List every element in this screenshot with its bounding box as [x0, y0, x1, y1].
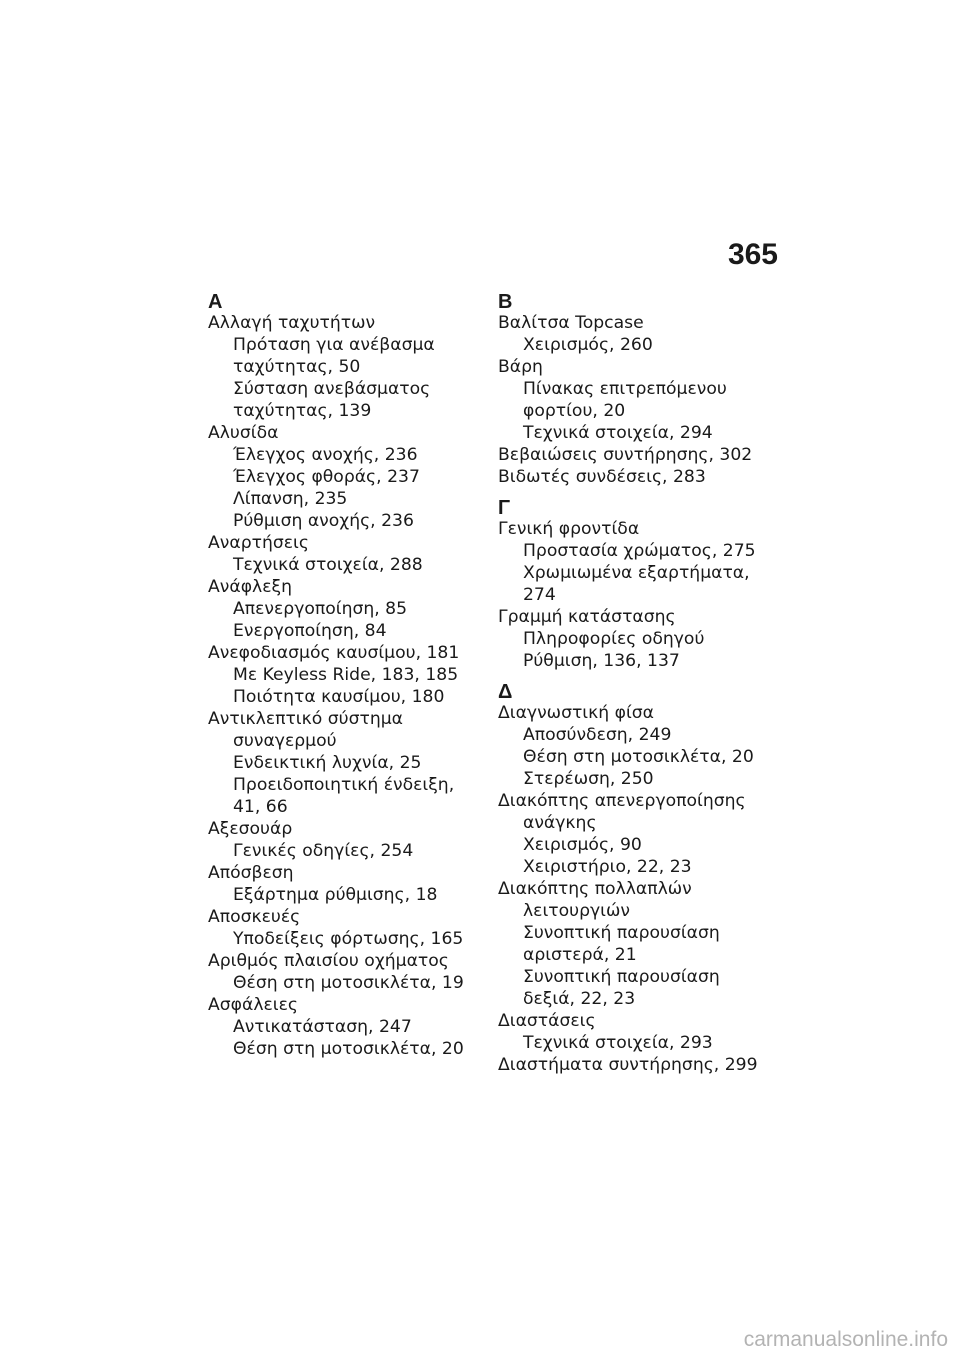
- index-subterm: Τεχνικά στοιχεία, 288: [233, 555, 423, 575]
- index-entry: [208, 576, 470, 642]
- index-subterm: ανάγκης: [523, 813, 597, 833]
- watermark: carmanualsonline.info: [743, 1328, 948, 1351]
- index-subterm: Με Keyless Ride, 183, 185: [233, 665, 459, 685]
- index-entry: [208, 994, 470, 1060]
- section-letter: Δ: [498, 681, 513, 703]
- index-entry: [498, 466, 768, 488]
- index-entry: [208, 906, 470, 950]
- index-entry: [208, 642, 470, 708]
- index-term: Αλλαγή ταχυτήτων: [208, 313, 376, 333]
- index-subterm: Συνοπτική παρουσίαση αριστερά, 21: [523, 923, 720, 965]
- index-term: Απόσβεση: [208, 863, 294, 883]
- index-subterm: Χειριστήριο, 22, 23: [523, 857, 692, 877]
- section-letter: Β: [498, 291, 513, 313]
- index-term: Αντικλεπτικό σύστημα: [208, 709, 403, 729]
- index-entry: [498, 878, 768, 1010]
- index-term: Ανάφλεξη: [208, 577, 292, 597]
- index-term: Ασφάλειες: [208, 995, 298, 1015]
- index-entry: [208, 532, 470, 576]
- index-entry: [208, 818, 470, 862]
- index-subterm: Απενεργοποίηση, 85: [233, 599, 408, 619]
- index-subterm: Πληροφορίες οδηγού: [523, 629, 705, 649]
- index-subterm: Αντικατάσταση, 247: [233, 1017, 412, 1037]
- index-subterm: Ποιότητα καυσίμου, 180: [233, 687, 445, 707]
- index-subterm: Τεχνικά στοιχεία, 293: [523, 1033, 713, 1053]
- index-subterm: Θέση στη μοτοσικλέτα, 20: [523, 747, 754, 767]
- index-subterm: Θέση στη μοτοσικλέτα, 19: [233, 973, 464, 993]
- index-term: Βεβαιώσεις συντήρησης, 302: [498, 445, 753, 465]
- index-subterm: Πίνακας επιτρεπόμενου φορτίου, 20: [523, 379, 727, 421]
- index-subterm: Προστασία χρώματος, 275: [523, 541, 756, 561]
- index-subterm: Αποσύνδεση, 249: [523, 725, 672, 745]
- index-entry: [208, 708, 470, 818]
- index-term: Βάρη: [498, 357, 543, 377]
- index-entry: [208, 862, 470, 906]
- index-subterm: Ρύθμιση, 136, 137: [523, 651, 680, 671]
- index-subterm: Εξάρτημα ρύθμισης, 18: [233, 885, 438, 905]
- index-subterm: Ρύθμιση ανοχής, 236: [233, 511, 414, 531]
- index-entry: [208, 422, 470, 532]
- index-subterm: συναγερμού: [233, 731, 337, 751]
- index-term: Ανεφοδιασμός καυσίμου, 181: [208, 643, 460, 663]
- index-subterm: Ενεργοποίηση, 84: [233, 621, 387, 641]
- index-term: Διαγνωστική φίσα: [498, 703, 654, 723]
- index-subterm: Τεχνικά στοιχεία, 294: [523, 423, 713, 443]
- index-entry: [208, 950, 470, 994]
- index-column-right: [498, 292, 768, 1082]
- index-subterm: Ενδεικτική λυχνία, 25: [233, 753, 422, 773]
- index-term: Διαστάσεις: [498, 1011, 596, 1031]
- index-entry: [498, 702, 768, 790]
- index-entry: [498, 1054, 768, 1076]
- index-term: Γενική φροντίδα: [498, 519, 640, 539]
- index-entry: [498, 356, 768, 444]
- index-subterm: λειτουργιών: [523, 901, 630, 921]
- index-subterm: Στερέωση, 250: [523, 769, 654, 789]
- index-entry: [498, 790, 768, 878]
- index-subterm: Προειδοποιητική ένδειξη, 41, 66: [233, 775, 455, 817]
- index-term: Αριθμός πλαισίου οχήματος: [208, 951, 449, 971]
- index-section: [498, 682, 768, 1076]
- index-term: Διακόπτης απενεργοποίησης: [498, 791, 746, 811]
- index-term: Βαλίτσα Topcase: [498, 313, 644, 333]
- index-term: Αναρτήσεις: [208, 533, 309, 553]
- index-term: Αποσκευές: [208, 907, 301, 927]
- page-number: 365: [727, 238, 778, 271]
- index-entry: [498, 312, 768, 356]
- index-subterm: Υποδείξεις φόρτωσης, 165: [233, 929, 464, 949]
- index-subterm: Έλεγχος ανοχής, 236: [233, 445, 418, 465]
- index-column-left: [208, 292, 470, 1066]
- index-term: Βιδωτές συνδέσεις, 283: [498, 467, 706, 487]
- index-entry: [498, 444, 768, 466]
- index-term: Διαστήματα συντήρησης, 299: [498, 1055, 758, 1075]
- section-letter: Α: [208, 291, 223, 313]
- section-letter: Γ: [498, 497, 511, 519]
- index-term: Γραμμή κατάστασης: [498, 607, 676, 627]
- index-subterm: Χειρισμός, 90: [523, 835, 642, 855]
- index-subterm: Λίπανση, 235: [233, 489, 348, 509]
- index-subterm: Θέση στη μοτοσικλέτα, 20: [233, 1039, 464, 1059]
- index-entry: [208, 312, 470, 422]
- index-term: Διακόπτης πολλαπλών: [498, 879, 692, 899]
- index-subterm: Έλεγχος φθοράς, 237: [233, 467, 420, 487]
- index-entry: [498, 1010, 768, 1054]
- index-subterm: Χρωμιωμένα εξαρτήματα, 274: [523, 563, 750, 605]
- index-entry: [498, 606, 768, 672]
- index-term: Αλυσίδα: [208, 423, 279, 443]
- index-subterm: Συνοπτική παρουσίαση δεξιά, 22, 23: [523, 967, 720, 1009]
- index-subterm: Πρόταση για ανέβασμα ταχύτητας, 50: [233, 335, 435, 377]
- index-subterm: Σύσταση ανεβάσματος ταχύτητας, 139: [233, 379, 431, 421]
- index-subterm: Χειρισμός, 260: [523, 335, 653, 355]
- index-term: Αξεσουάρ: [208, 819, 293, 839]
- index-entry: [498, 518, 768, 606]
- index-subterm: Γενικές οδηγίες, 254: [233, 841, 414, 861]
- index-section: [498, 498, 768, 672]
- index-section: [498, 292, 768, 488]
- index-section: [208, 292, 470, 1060]
